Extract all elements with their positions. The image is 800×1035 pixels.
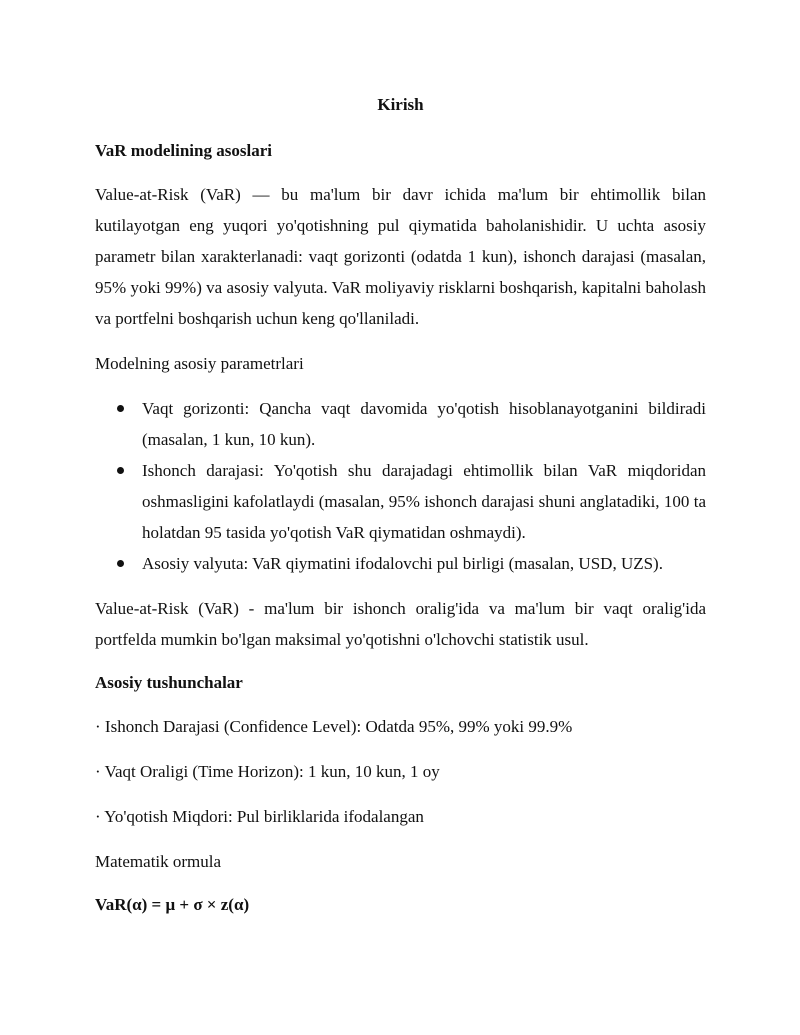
bullet-item-confidence-level	[95, 455, 706, 548]
concept-loss-amount: · Yo'qotish Miqdori: Pul birliklarida ifodalangan	[95, 807, 424, 826]
params-heading: Modelning asosiy parametrlari	[95, 354, 304, 373]
document-body	[95, 91, 706, 919]
section-heading-var-basics: VaR modelining asoslari	[95, 141, 272, 160]
bullet-dot-icon	[117, 405, 124, 412]
params-bullet-list	[95, 393, 706, 579]
bullet-text: Asosiy valyuta: VaR qiymatini ifodalovchi pul birligi (masalan, USD, UZS).	[142, 554, 663, 573]
formula-heading: Matematik ormula	[95, 852, 222, 871]
concept-confidence-level: · Ishonch Darajasi (Confidence Level): Odatda 95%, 99% yoki 99.9%	[95, 717, 573, 736]
section-heading-concepts: Asosiy tushunchalar	[95, 673, 243, 692]
bullet-text: Vaqt gorizonti: Qancha vaqt davomida yo'qotish hisoblanayotganini bildiradi (masalan, 1 kun, 10 kun).	[142, 399, 706, 449]
bullet-dot-icon	[117, 467, 124, 474]
bullet-text: Ishonch darajasi: Yo'qotish shu darajadagi ehtimollik bilan VaR miqdoridan oshmasligini kafolatlaydi (masalan, 95% ishonch darajasi shuni anglatadiki, 100 ta holatdan 95 tasida yo'qotish VaR qiymatidan oshmaydi).	[142, 461, 706, 542]
document-title: Kirish	[377, 95, 424, 114]
bullet-dot-icon	[117, 560, 124, 567]
bullet-item-base-currency	[95, 548, 706, 579]
intro-paragraph: Value-at-Risk (VaR) — bu ma'lum bir davr ichida ma'lum bir ehtimollik bilan kutilayotgan eng yuqori yo'qotishning pul qiymatida baholanishidir. U uchta asosiy parametr bilan xarakterlanadi: vaqt gorizonti (odatda 1 kun), ishonch darajasi (masalan, 95% yoki 99%) va asosiy valyuta. VaR moliyaviy risklarni boshqarish, kapitalni baholash va portfelni boshqarish uchun keng qo'llaniladi.	[95, 185, 706, 328]
definition-paragraph: Value-at-Risk (VaR) - ma'lum bir ishonch oralig'ida va ma'lum bir vaqt oralig'ida portfelda mumkin bo'lgan maksimal yo'qotishni o'lchovchi statistik usul.	[95, 599, 706, 649]
bullet-item-time-horizon	[95, 393, 706, 455]
concept-time-horizon: · Vaqt Oraligi (Time Horizon): 1 kun, 10 kun, 1 oy	[95, 762, 440, 781]
var-formula: VaR(α) = μ + σ × z(α)	[95, 895, 250, 914]
